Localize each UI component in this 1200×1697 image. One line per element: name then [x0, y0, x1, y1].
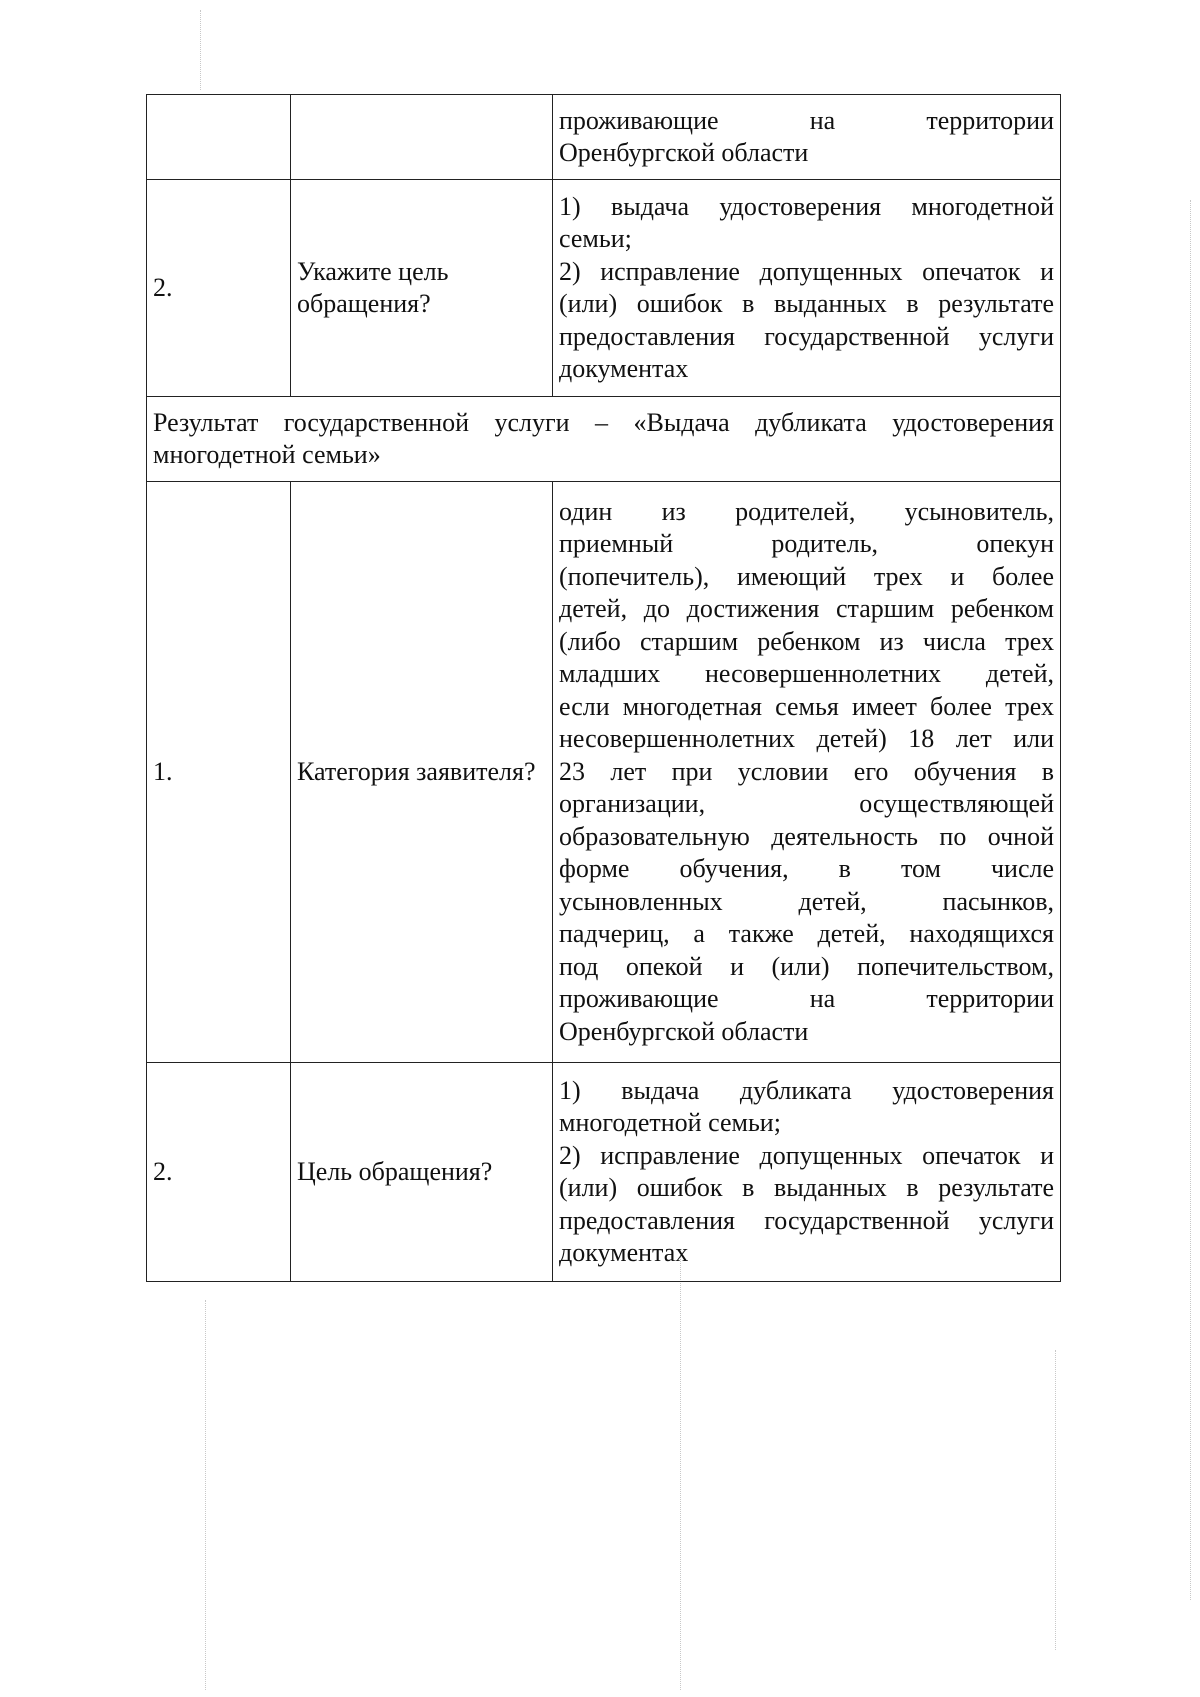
answer-line: (или) ошибок в выданных в результате — [559, 289, 1054, 318]
row-number: 1. — [147, 482, 291, 1063]
row-answer — [553, 95, 1061, 180]
table-row — [147, 95, 1061, 180]
answer-line: образовательную деятельность по очной — [559, 821, 1054, 851]
questionnaire-table — [146, 94, 1061, 1282]
answer-line: детей, до достижения старшим ребенком — [559, 594, 1054, 624]
answer-line: (или) ошибок в выданных в результате — [559, 1173, 1054, 1202]
answer-line: 23 лет при условии его обучения в — [559, 756, 1054, 786]
answer-line: организации, осуществляющей — [559, 789, 1054, 819]
answer-line: падчериц, а также детей, находящихся — [559, 919, 1054, 949]
answer-line: 1) выдача дубликата удостоверения — [559, 1075, 1054, 1105]
answer-line: если многодетная семья имеет более трех — [559, 691, 1054, 721]
row-answer — [553, 482, 1061, 1063]
answer-line: (попечитель), имеющий трех и более — [559, 561, 1054, 591]
answer-line: многодетной семьи; — [559, 1108, 781, 1137]
table-row — [147, 1063, 1061, 1282]
row-question — [291, 95, 553, 180]
section-line: многодетной семьи» — [153, 440, 381, 469]
row-question: Категория заявителя? — [291, 482, 553, 1063]
answer-line: Оренбургской области — [559, 138, 809, 167]
answer-line: 1) выдача удостоверения многодетной — [559, 191, 1054, 221]
row-number: 2. — [147, 1063, 291, 1282]
row-answer — [553, 180, 1061, 397]
answer-line: предоставления государственной услуги — [559, 321, 1054, 351]
answer-line: усыновленных детей, пасынков, — [559, 886, 1054, 916]
answer-line: (либо старшим ребенком из числа трех — [559, 626, 1054, 656]
answer-line: проживающие на территории — [559, 984, 1054, 1014]
scan-artifact — [205, 1300, 207, 1690]
section-heading — [147, 397, 1061, 482]
answer-line: Оренбургской области — [559, 1016, 809, 1046]
answer-line: документах — [559, 1238, 689, 1267]
answer-line: проживающие на территории — [559, 105, 1054, 135]
answer-line: семьи; — [559, 224, 632, 253]
answer-line: форме обучения, в том числе — [559, 854, 1054, 884]
row-question: Цель обращения? — [291, 1063, 553, 1282]
section-row — [147, 397, 1061, 482]
answer-line: приемный родитель, опекун — [559, 529, 1054, 559]
table-row — [147, 482, 1061, 1063]
scan-artifact — [1055, 1350, 1057, 1650]
answer-line: 2) исправление допущенных опечаток и — [559, 256, 1054, 286]
answer-line: под опекой и (или) попечительством, — [559, 951, 1054, 981]
row-question: Укажите цель обращения? — [291, 180, 553, 397]
row-answer — [553, 1063, 1061, 1282]
answer-line: несовершеннолетних детей) 18 лет или — [559, 724, 1054, 754]
table-row — [147, 180, 1061, 397]
answer-line: документах — [559, 354, 689, 383]
section-line: Результат государственной услуги – «Выдача дубликата удостоверения — [153, 407, 1054, 437]
answer-line: младших несовершеннолетних детей, — [559, 659, 1054, 689]
scan-artifact — [200, 10, 202, 90]
row-number — [147, 95, 291, 180]
answer-line: 2) исправление допущенных опечаток и — [559, 1140, 1054, 1170]
row-number: 2. — [147, 180, 291, 397]
answer-line: предоставления государственной услуги — [559, 1205, 1054, 1235]
scan-artifact — [1190, 200, 1192, 1600]
answer-line: один из родителей, усыновитель, — [559, 496, 1054, 526]
scan-artifact — [680, 1250, 682, 1690]
